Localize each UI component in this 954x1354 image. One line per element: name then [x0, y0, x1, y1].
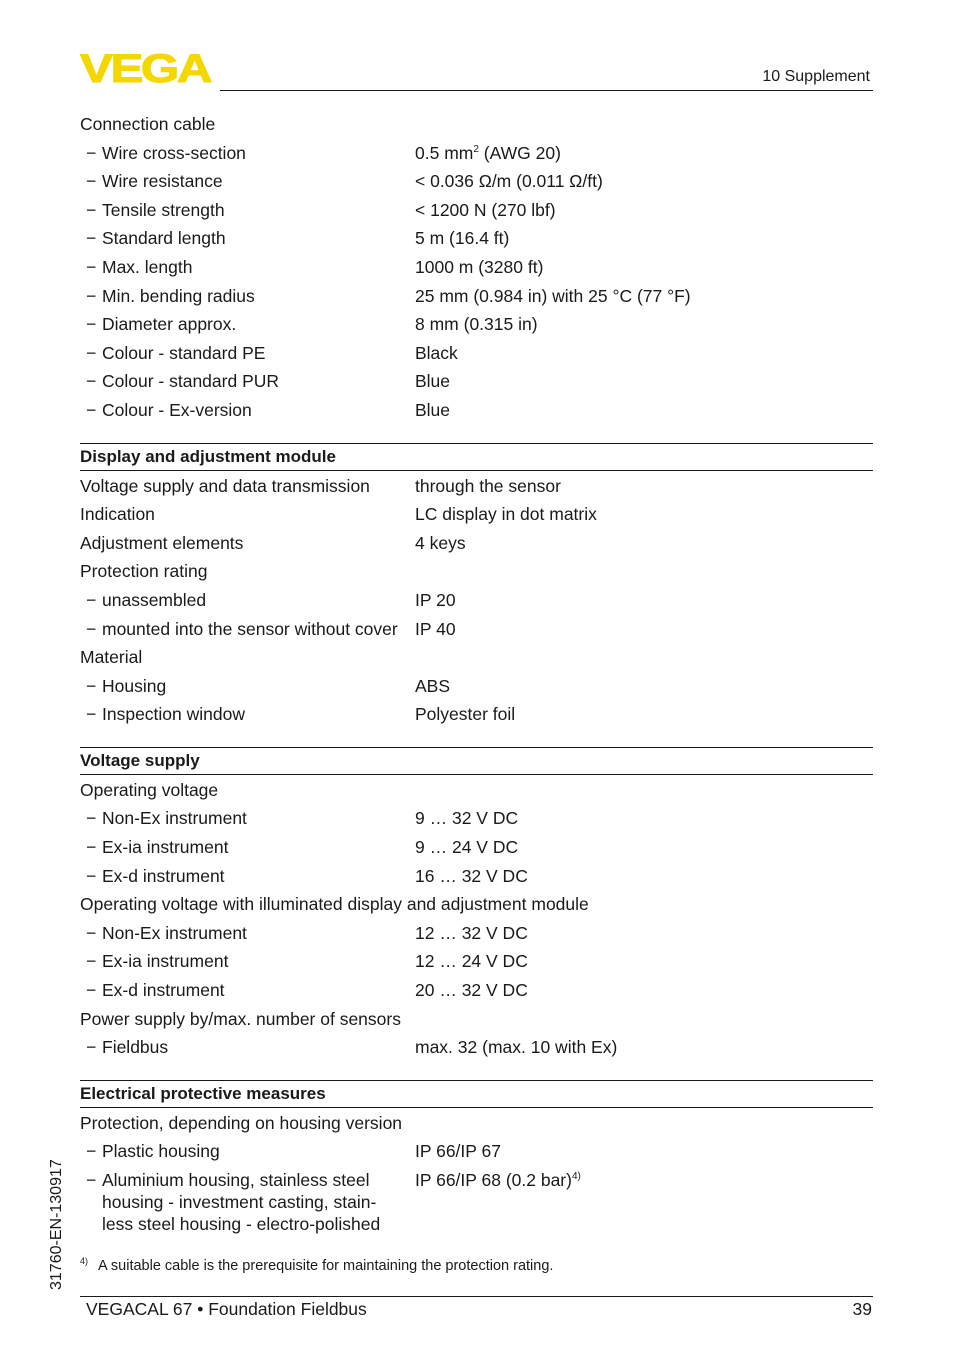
spec-row: − Aluminium housing, stainless steel housing - investment casting, stain- less steel housing - electro-polished IP 66/IP 68 (0.2 bar)$^{4)}$	[80, 1166, 873, 1235]
page-number: 39	[852, 1299, 872, 1319]
dash-icon: −	[86, 865, 97, 886]
spec-row: − Ex-ia instrument 12 … 24 V DC	[80, 947, 873, 976]
document-code: 31760-EN-130917	[48, 1159, 65, 1290]
dash-icon: −	[86, 371, 97, 392]
dash-icon: −	[86, 142, 97, 163]
spec-row: − Min. bending radius 25 mm (0.984 in) with 25 °C (77 °F)	[80, 282, 873, 311]
dash-icon: −	[86, 285, 97, 306]
section-heading: Voltage supply	[80, 747, 873, 775]
dash-icon: −	[86, 171, 97, 192]
dash-icon: −	[86, 980, 97, 1001]
spec-row: Adjustment elements 4 keys	[80, 532, 466, 553]
spec-row: − Non-Ex instrument 12 … 32 V DC	[80, 919, 873, 948]
spec-row: − Ex-ia instrument 9 … 24 V DC	[80, 833, 873, 862]
spec-row: − Ex-d instrument 20 … 32 V DC	[80, 976, 873, 1005]
group-label: Power supply by/max. number of sensors	[80, 1008, 401, 1029]
dash-icon: −	[86, 951, 97, 972]
dash-icon: −	[86, 314, 97, 335]
spec-row: − Wire resistance < 0.036 Ω/m (0.011 Ω/ft)	[80, 167, 873, 196]
dash-icon: −	[86, 675, 97, 696]
group-label: Protection, depending on housing version	[80, 1112, 403, 1133]
spec-row: − Colour - standard PUR Blue	[80, 367, 873, 396]
dash-icon: −	[86, 922, 97, 943]
dash-icon: −	[86, 342, 97, 363]
spec-row: − Max. length 1000 m (3280 ft)	[80, 253, 873, 282]
group-label: Material	[80, 647, 143, 668]
spec-row: − Plastic housing IP 66/IP 67	[80, 1137, 873, 1166]
dash-icon: −	[86, 228, 97, 249]
group-label: Protection rating	[80, 561, 208, 582]
dash-icon: −	[86, 837, 97, 858]
section-heading: Display and adjustment module	[80, 443, 873, 471]
footer-divider	[80, 1296, 873, 1297]
spec-row: Voltage supply and data transmission through the sensor	[80, 475, 561, 496]
dash-icon: −	[86, 618, 97, 639]
spec-row: − Diameter approx. 8 mm (0.315 in)	[80, 310, 873, 339]
section-heading: Electrical protective measures	[80, 1080, 873, 1108]
footnote-ref: 4)	[571, 1171, 581, 1182]
dash-icon: −	[86, 256, 97, 277]
dash-icon: −	[86, 1170, 97, 1190]
dash-icon: −	[86, 1141, 97, 1162]
dash-icon: −	[86, 399, 97, 420]
vega-logo	[80, 52, 212, 84]
header-divider	[220, 90, 873, 91]
spec-row: Indication LC display in dot matrix	[80, 504, 597, 525]
footnote: $^{4)}$ A suitable cable is the prerequisite for maintaining the protection rating.	[80, 1256, 554, 1274]
dash-icon: −	[86, 589, 97, 610]
svg-text:VEGA: VEGA	[80, 52, 212, 84]
spec-row: − Housing ABS	[80, 672, 873, 701]
dash-icon: −	[86, 1037, 97, 1058]
spec-row: − Non-Ex instrument 9 … 32 V DC	[80, 804, 873, 833]
spec-row: − Ex-d instrument 16 … 32 V DC	[80, 862, 873, 891]
spec-row: − Fieldbus max. 32 (max. 10 with Ex)	[80, 1033, 873, 1062]
dash-icon: −	[86, 808, 97, 829]
group-label: Connection cable	[80, 114, 216, 134]
spec-content	[80, 110, 873, 1235]
group-label: Operating voltage	[80, 779, 219, 800]
spec-row: − Colour - standard PE Black	[80, 339, 873, 368]
spec-row: − Standard length 5 m (16.4 ft)	[80, 224, 873, 253]
section-title: 10 Supplement	[762, 68, 870, 85]
spec-row: − Colour - Ex-version Blue	[80, 396, 873, 425]
spec-row: − unassembled IP 20	[80, 586, 873, 615]
spec-row: − Tensile strength < 1200 N (270 lbf)	[80, 196, 873, 225]
spec-row: − Wire cross-section 0.5 $mm^2$ (AWG 20)	[80, 139, 873, 168]
spec-row: − Inspection window Polyester foil	[80, 700, 873, 729]
dash-icon: −	[86, 199, 97, 220]
spec-row: − mounted into the sensor without cover IP 40	[80, 615, 873, 644]
dash-icon: −	[86, 704, 97, 725]
group-label: Operating voltage with illuminated display and adjustment module	[80, 894, 589, 915]
footer-product: VEGACAL 67 • Foundation Fieldbus	[86, 1299, 367, 1319]
